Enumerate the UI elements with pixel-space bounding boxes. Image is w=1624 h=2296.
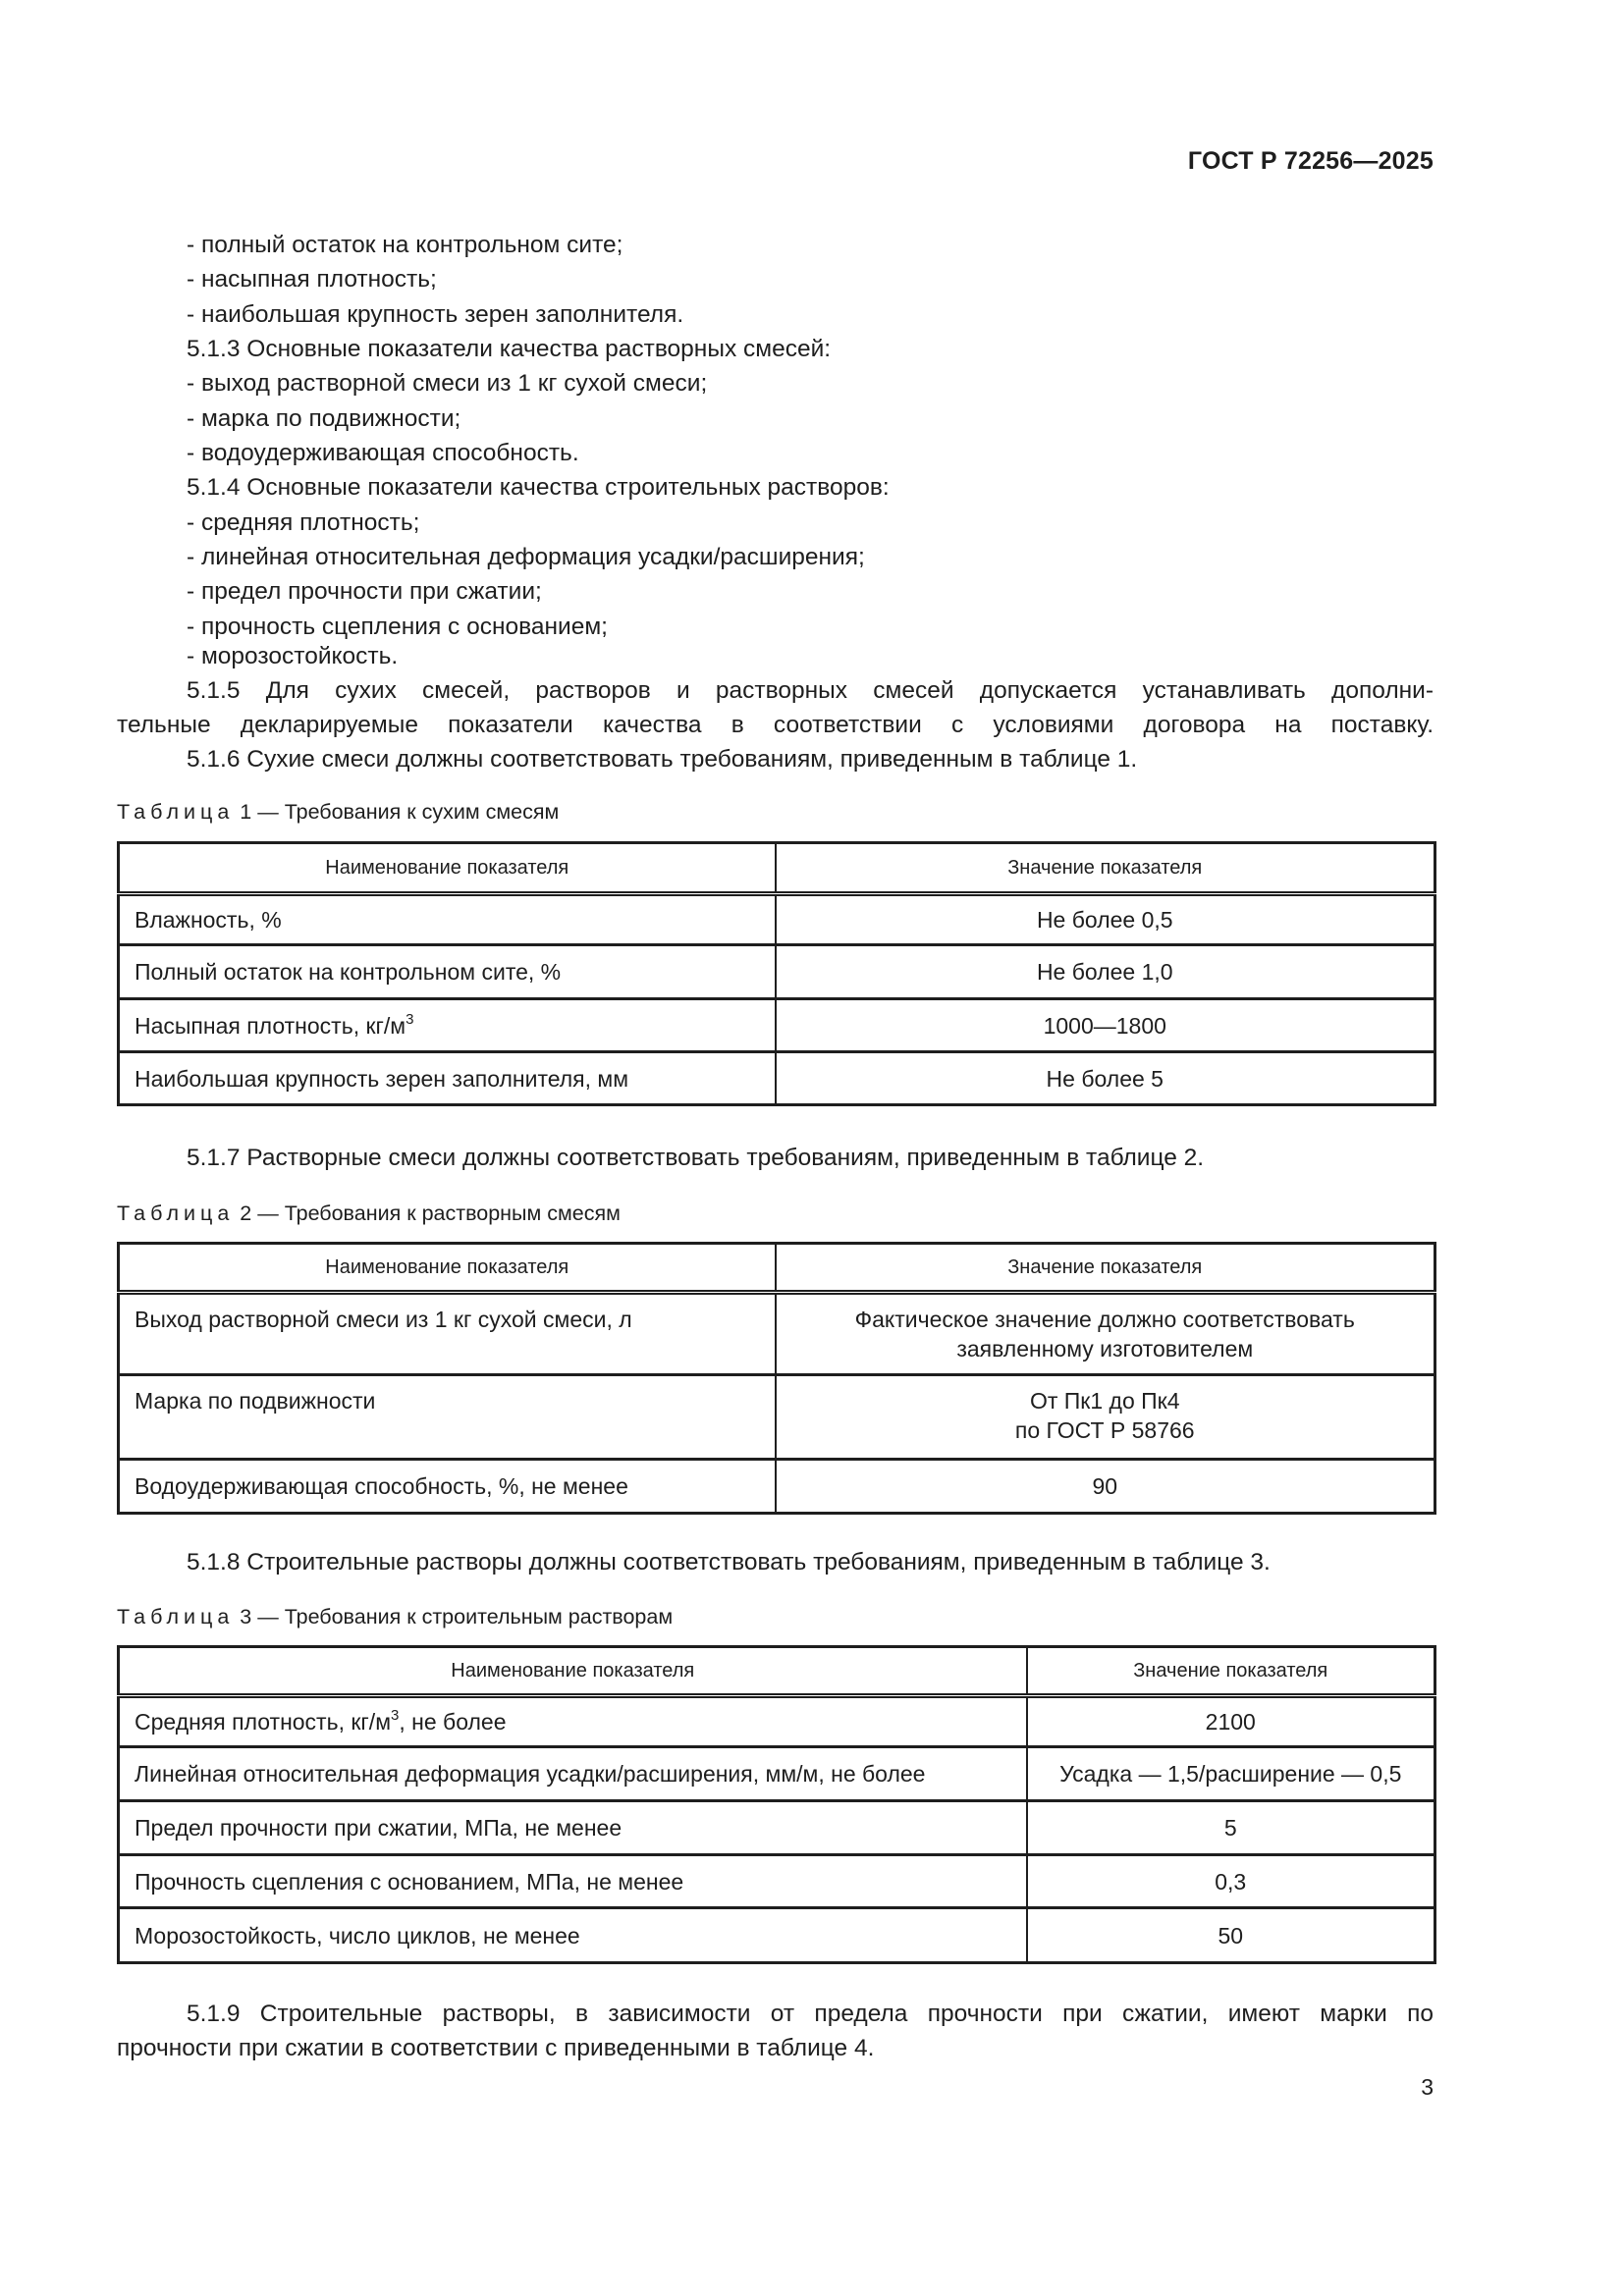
clause-5-1-9-line2: прочности при сжатии в соответствии с приведенными в таблице 4. [117, 2035, 875, 2061]
cell-name: Предел прочности при сжатии, МПа, не менее [119, 1801, 1027, 1855]
table-row [119, 1293, 1435, 1375]
cell-name: Марка по подвижности [119, 1375, 776, 1460]
cell-value: 90 [776, 1460, 1435, 1514]
list-item: - прочность сцепления с основанием; [187, 614, 608, 640]
table-row [119, 1375, 1435, 1460]
list-item: - предел прочности при сжатии; [187, 578, 542, 605]
list-item: - средняя плотность; [187, 509, 420, 536]
table-row [119, 1696, 1435, 1747]
cell-value-line: От Пк1 до Пк4 [1029, 1388, 1180, 1414]
clause-heading-5-1-3: 5.1.3 Основные показатели качества растворных смесей: [187, 336, 832, 362]
cell-value: 50 [1027, 1908, 1435, 1963]
table-row [119, 1747, 1435, 1801]
cell-name: Водоудерживающая способность, %, не менее [119, 1460, 776, 1514]
cell-value: Не более 1,0 [776, 945, 1435, 999]
caption-title: 3 — Требования к строительным растворам [234, 1605, 674, 1629]
list-item: - насыпная плотность; [187, 266, 437, 293]
table-row [119, 1052, 1435, 1105]
cell-name-text: Насыпная плотность, кг/м [135, 1012, 406, 1039]
list-item: - полный остаток на контрольном сите; [187, 232, 623, 258]
cell-name [119, 999, 776, 1052]
list-item: - марка по подвижности; [187, 405, 461, 432]
clause-heading-5-1-4: 5.1.4 Основные показатели качества строительных растворов: [187, 474, 890, 501]
page-number: 3 [1421, 2074, 1434, 2100]
caption-word: Таблица [117, 800, 235, 824]
superscript: 3 [406, 1010, 414, 1028]
list-item: - линейная относительная деформация усадки/расширения; [187, 544, 865, 570]
clause-5-1-9-line1: 5.1.9 Строительные растворы, в зависимости от предела прочности при сжатии, имеют марки по [187, 2001, 1434, 2027]
clause-5-1-8: 5.1.8 Строительные растворы должны соответствовать требованиям, приведенным в таблице 3. [187, 1549, 1271, 1575]
cell-value: 1000—1800 [776, 999, 1435, 1052]
table-building-mortars [117, 1645, 1436, 1964]
table-row [119, 945, 1435, 999]
clause-5-1-5-line1: 5.1.5 Для сухих смесей, растворов и растворных смесей допускается устанавливать дополни- [187, 677, 1434, 704]
cell-name [119, 1696, 1027, 1747]
cell-value: 0,3 [1027, 1855, 1435, 1908]
cell-value-line: Фактическое значение должно соответствовать [854, 1307, 1355, 1332]
cell-value: 2100 [1027, 1696, 1435, 1747]
cell-name: Прочность сцепления с основанием, МПа, не менее [119, 1855, 1027, 1908]
cell-value: Не более 5 [776, 1052, 1435, 1105]
cell-name: Полный остаток на контрольном сите, % [119, 945, 776, 999]
cell-value: 5 [1027, 1801, 1435, 1855]
cell-value [776, 1293, 1435, 1375]
table-row [119, 1908, 1435, 1963]
column-header-value: Значение показателя [776, 1244, 1435, 1293]
cell-name-text: Средняя плотность, кг/м [135, 1709, 392, 1735]
superscript: 3 [391, 1707, 400, 1724]
caption-title: 1 — Требования к сухим смесям [234, 800, 560, 824]
document-code-header: ГОСТ Р 72256—2025 [1187, 147, 1434, 175]
table2-caption [117, 1199, 621, 1228]
list-item: - выход растворной смеси из 1 кг сухой смеси; [187, 370, 708, 397]
cell-name: Морозостойкость, число циклов, не менее [119, 1908, 1027, 1963]
table-mortar-mixes [117, 1242, 1436, 1515]
cell-value-line: по ГОСТ Р 58766 [1014, 1417, 1195, 1443]
column-header-value: Значение показателя [776, 843, 1435, 894]
cell-name: Выход растворной смеси из 1 кг сухой смеси, л [119, 1293, 776, 1375]
cell-name: Влажность, % [119, 894, 776, 945]
list-item: - морозостойкость. [187, 643, 399, 669]
list-item: - наибольшая крупность зерен заполнителя. [187, 301, 684, 328]
clause-5-1-6: 5.1.6 Сухие смеси должны соответствовать требованиям, приведенным в таблице 1. [187, 746, 1138, 773]
caption-title: 2 — Требования к растворным смесям [234, 1201, 621, 1225]
clause-5-1-7: 5.1.7 Растворные смеси должны соответствовать требованиям, приведенным в таблице 2. [187, 1145, 1205, 1171]
cell-name: Линейная относительная деформация усадки/расширения, мм/м, не более [119, 1747, 1027, 1801]
cell-name-suffix: , не более [399, 1709, 507, 1735]
column-header-name: Наименование показателя [119, 1244, 776, 1293]
list-item: - водоудерживающая способность. [187, 440, 579, 466]
table-row [119, 1855, 1435, 1908]
cell-value: Усадка — 1,5/расширение — 0,5 [1027, 1747, 1435, 1801]
cell-value: Не более 0,5 [776, 894, 1435, 945]
table-row [119, 999, 1435, 1052]
column-header-name: Наименование показателя [119, 843, 776, 894]
cell-value [776, 1375, 1435, 1460]
table3-caption [117, 1602, 673, 1631]
table-row [119, 1801, 1435, 1855]
table-row [119, 1460, 1435, 1514]
table1-caption [117, 797, 559, 827]
caption-word: Таблица [117, 1605, 235, 1629]
cell-name: Наибольшая крупность зерен заполнителя, мм [119, 1052, 776, 1105]
cell-value-line: заявленному изготовителем [956, 1336, 1254, 1362]
table-dry-mixes [117, 841, 1436, 1106]
column-header-name: Наименование показателя [119, 1647, 1027, 1696]
column-header-value: Значение показателя [1027, 1647, 1435, 1696]
clause-5-1-5-line2: тельные декларируемые показатели качества в соответствии с условиями договора на поставку. [117, 712, 1434, 738]
table-row [119, 894, 1435, 945]
caption-word: Таблица [117, 1201, 235, 1225]
